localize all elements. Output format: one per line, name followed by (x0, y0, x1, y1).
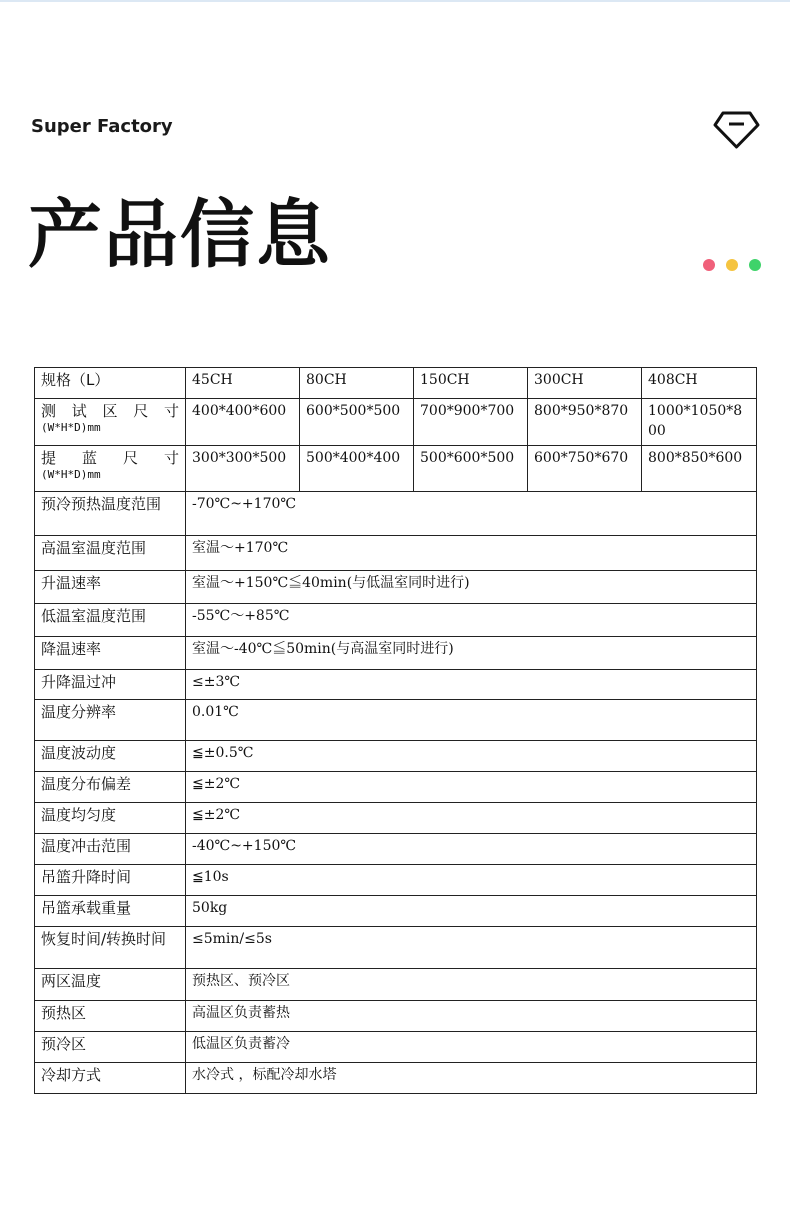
table-cell: 150CH (414, 368, 528, 399)
table-cell: 500*600*500 (414, 446, 528, 492)
table-row (35, 741, 757, 772)
row-value: ≤±3℃ (186, 670, 757, 700)
table-cell: 400*400*600 (186, 399, 300, 446)
row-label: 吊篮承载重量 (35, 896, 186, 927)
row-value: 室温～-40℃≦50min(与高温室同时进行) (186, 637, 757, 670)
table-row (35, 1032, 757, 1063)
row-label: 吊篮升降时间 (35, 865, 186, 896)
table-cell: 800*950*870 (528, 399, 642, 446)
table-cell: 80CH (300, 368, 414, 399)
row-value: 50kg (186, 896, 757, 927)
table-row (35, 772, 757, 803)
table-row (35, 700, 757, 741)
table-cell: 800*850*600 (642, 446, 757, 492)
row-value: 预热区、预冷区 (186, 969, 757, 1001)
table-row (35, 896, 757, 927)
table-cell: 700*900*700 (414, 399, 528, 446)
row-label: 预热区 (35, 1001, 186, 1032)
row-label: 升温速率 (35, 571, 186, 604)
table-cell: 500*400*400 (300, 446, 414, 492)
row-value: -40℃~+150℃ (186, 834, 757, 865)
row-label: 两区温度 (35, 969, 186, 1001)
label-char: 试 (71, 402, 87, 420)
row-label (35, 399, 186, 446)
label-unit: (W*H*D)mm (41, 421, 101, 434)
table-row-basket-size (35, 446, 757, 492)
table-row (35, 670, 757, 700)
table-row (35, 834, 757, 865)
table-row (35, 536, 757, 571)
row-value: ≦±2℃ (186, 772, 757, 803)
label-char: 寸 (163, 449, 179, 467)
label-char: 尺 (133, 402, 149, 420)
diamond-icon (713, 110, 760, 150)
table-cell: 45CH (186, 368, 300, 399)
green-dot (749, 259, 761, 271)
row-value: 高温区负责蓄热 (186, 1001, 757, 1032)
table-row (35, 927, 757, 969)
yellow-dot (726, 259, 738, 271)
label-char: 提 (41, 449, 57, 467)
row-value: 水冷式 ，标配冷却水塔 (186, 1063, 757, 1094)
row-label: 预冷区 (35, 1032, 186, 1063)
label-char: 测 (41, 402, 57, 420)
table-row-model (35, 368, 757, 399)
table-row (35, 865, 757, 896)
row-value: ≦±2℃ (186, 803, 757, 834)
row-value: 室温～+170℃ (186, 536, 757, 571)
label-char: 寸 (163, 402, 179, 420)
red-dot (703, 259, 715, 271)
table-row (35, 604, 757, 637)
table-row (35, 571, 757, 604)
table-row (35, 969, 757, 1001)
label-char: 尺 (122, 449, 138, 467)
table-row-test-size (35, 399, 757, 446)
row-value: 低温区负责蓄冷 (186, 1032, 757, 1063)
table-cell: 300*300*500 (186, 446, 300, 492)
row-label: 预冷预热温度范围 (35, 492, 186, 536)
row-label: 温度均匀度 (35, 803, 186, 834)
row-value: 0.01℃ (186, 700, 757, 741)
row-value: 室温～+150℃≦40min(与低温室同时进行) (186, 571, 757, 604)
table-cell: 300CH (528, 368, 642, 399)
table-row (35, 1001, 757, 1032)
table-cell: 600*750*670 (528, 446, 642, 492)
table-cell: 1000*1050*800 (642, 399, 757, 446)
table-row (35, 492, 757, 536)
page-title: 产品信息 (28, 192, 332, 278)
row-value: -70℃~+170℃ (186, 492, 757, 536)
label-unit: (W*H*D)mm (41, 468, 101, 481)
table-row (35, 803, 757, 834)
table-cell: 600*500*500 (300, 399, 414, 446)
table-row (35, 637, 757, 670)
row-label (35, 446, 186, 492)
row-value: ≦±0.5℃ (186, 741, 757, 772)
label-char: 蓝 (81, 449, 97, 467)
row-value: ≦10s (186, 865, 757, 896)
row-label: 温度分辨率 (35, 700, 186, 741)
row-label: 规格（L） (35, 368, 186, 399)
row-label: 温度冲击范围 (35, 834, 186, 865)
row-value: -55℃～+85℃ (186, 604, 757, 637)
spec-rows (35, 492, 757, 1094)
row-label: 降温速率 (35, 637, 186, 670)
spec-table (34, 367, 757, 1094)
label-char: 区 (102, 402, 118, 420)
table-cell: 408CH (642, 368, 757, 399)
row-value: ≤5min/≤5s (186, 927, 757, 969)
brand-name: Super Factory (31, 116, 173, 137)
table-row (35, 1063, 757, 1094)
row-label: 温度波动度 (35, 741, 186, 772)
row-label: 低温室温度范围 (35, 604, 186, 637)
row-label: 高温室温度范围 (35, 536, 186, 571)
row-label: 冷却方式 (35, 1063, 186, 1094)
top-divider (0, 0, 790, 2)
row-label: 升降温过冲 (35, 670, 186, 700)
row-label: 恢复时间/转换时间 (35, 927, 186, 969)
row-label: 温度分布偏差 (35, 772, 186, 803)
decorative-dots (703, 259, 761, 271)
